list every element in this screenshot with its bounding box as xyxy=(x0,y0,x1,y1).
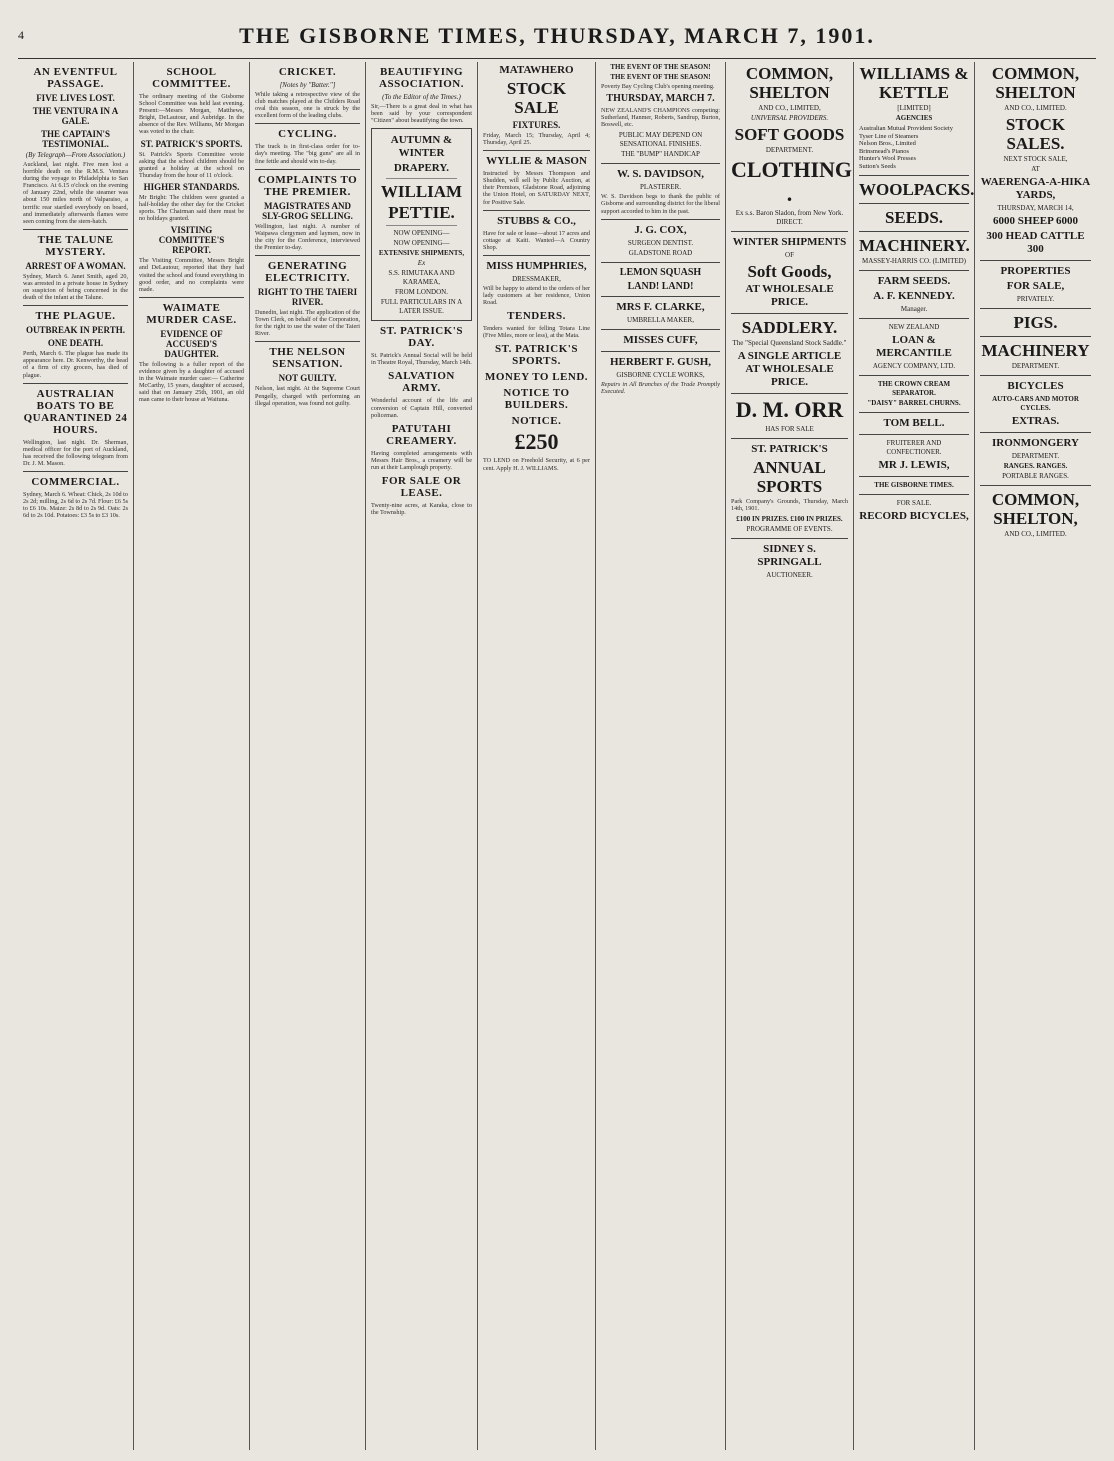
ad-heading: COMMON, SHELTON xyxy=(745,64,834,102)
ad-text: NOW OPENING— xyxy=(393,239,450,248)
headline: AUSTRALIAN BOATS TO BE QUARANTINED 24 HOURS. xyxy=(23,387,128,436)
divider xyxy=(859,270,969,271)
article-body: The track is in first-class order for to-day's meeting. The "big guns" are all in fine fettle and should win to-day. xyxy=(255,143,360,165)
divider xyxy=(255,169,360,170)
article-body: Will be happy to attend to the orders of her lady customers at her residence, Union Road. xyxy=(483,284,590,307)
ad-heading: A. F. KENNEDY. xyxy=(873,289,955,302)
ad-heading: LOAN & MERCANTILE xyxy=(876,333,952,359)
subheadline: THE CAPTAIN'S TESTIMONIAL. xyxy=(40,129,111,149)
ad-text: "DAISY" BARREL CHURNS. xyxy=(867,398,961,407)
ad-amount: £250 xyxy=(514,429,559,455)
ad-heading: SEEDS. xyxy=(884,207,944,227)
article-body: The following is a fuller report of the evidence given by a daughter of accused in the Waimate murder case:— Catherine McCarthy, 15 years, daughter of accused, said that on January 25th, 1901, an old man came to their house at Waituna. xyxy=(139,360,244,404)
ad-heading: AUTUMN & WINTER xyxy=(390,134,453,160)
ad-text: EXTENSIVE SHIPMENTS, xyxy=(378,249,465,258)
ad-heading: WILLIAMS & KETTLE xyxy=(859,64,969,102)
headline: NOTICE TO BUILDERS. xyxy=(503,387,570,412)
headline: TENDERS. xyxy=(507,310,566,323)
subheadline: VISITING COMMITTEE'S REPORT. xyxy=(158,225,225,256)
ad-text: NOW OPENING— xyxy=(393,229,450,238)
ad-text: AND CO., LIMITED. xyxy=(1004,104,1067,112)
ad-heading: J. G. COX, xyxy=(634,223,687,236)
ad-heading: A SINGLE ARTICLE AT WHOLESALE PRICE. xyxy=(737,350,842,388)
subheadline: OUTBREAK IN PERTH. xyxy=(26,325,125,336)
headline: THE PLAGUE. xyxy=(35,310,116,323)
byline: (By Telegraph—From Association.) xyxy=(25,151,126,159)
column-3 xyxy=(250,62,366,1450)
list-item: Brinsmead's Pianos xyxy=(859,147,909,155)
divider xyxy=(23,383,128,384)
column-4 xyxy=(366,62,478,1450)
ad-text: SURGEON DENTIST. xyxy=(627,238,694,247)
divider xyxy=(483,210,590,211)
article-body: NEW ZEALAND'S CHAMPIONS competing: Sutherland, Hanmer, Roberts, Sandrup, Burton, Boswell, etc. xyxy=(601,107,720,129)
divider xyxy=(859,175,969,176)
article-body: Poverty Bay Cycling Club's opening meeting. xyxy=(601,83,715,90)
article-body: Repairs in All Branches of the Trade Promptly Executed. xyxy=(601,380,720,395)
ad-heading: SOFT GOODS xyxy=(734,125,845,144)
divider xyxy=(23,305,128,306)
headline: FOR SALE OR LEASE. xyxy=(381,475,462,500)
headline: GENERATING ELECTRICITY. xyxy=(265,260,350,285)
headline: SALVATION ARMY. xyxy=(388,370,455,395)
article-body: W. S. Davidson begs to thank the public of Gisborne and surrounding district for the liberal support accorded to him in the past. xyxy=(601,193,720,215)
ad-heading: CLOTHING . xyxy=(731,157,853,206)
ad-text: S.S. RIMUTAKA AND KARAMEA, xyxy=(388,269,455,287)
divider xyxy=(980,336,1091,337)
ad-text: UMBRELLA MAKER, xyxy=(627,315,694,324)
page-number: 4 xyxy=(18,28,24,42)
subheadline: ST. PATRICK'S SPORTS. xyxy=(140,138,243,149)
ad-text: THE CROWN CREAM SEPARATOR. xyxy=(877,379,951,397)
ad-heading: MRS F. CLARKE, xyxy=(616,300,705,313)
byline: [Notes by "Batter."] xyxy=(279,81,336,89)
list-item: Sutton's Seeds xyxy=(859,162,896,170)
ad-heading: MACHINERY. xyxy=(859,235,970,255)
ad-heading: TOM BELL. xyxy=(883,416,945,429)
divider xyxy=(731,538,848,539)
subheadline: ONE DEATH. xyxy=(47,338,104,349)
divider xyxy=(859,203,969,204)
ad-heading: IRONMONGERY xyxy=(991,437,1079,449)
subheadline: FIXTURES. xyxy=(512,120,561,130)
article-body: The ordinary meeting of the Gisborne School Committee was held last evening. Present:—Messrs Morgan, Matthews, Bright, DeLautour, and Aubridge. In the absence of the Rev. Williams, Mr Morgan was voted to the chair. xyxy=(139,93,244,136)
subheadline: MAGISTRATES AND SLY-GROG SELLING. xyxy=(262,200,353,221)
ad-text: THE GISBORNE TIMES. xyxy=(874,480,954,489)
headline: CRICKET. xyxy=(278,66,337,78)
article-body: Nelson, last night. At the Supreme Court Pengelly, charged with performing an illegal operation, was found not guilty. xyxy=(255,385,360,407)
divider xyxy=(601,329,720,330)
ad-name: WILLIAM xyxy=(380,182,463,202)
ad-text: UNIVERSAL PROVIDERS. xyxy=(750,114,829,122)
ad-heading: W. S. DAVIDSON, xyxy=(616,168,705,181)
ad-text: FULL PARTICULARS IN A LATER ISSUE. xyxy=(380,298,463,316)
subheadline: ARREST OF A WOMAN. xyxy=(25,260,126,271)
ad-heading: MATAWHERO xyxy=(499,64,574,76)
ad-text: PUBLIC MAY DEPEND ON SENSATIONAL FINISHES. xyxy=(618,131,703,149)
headline: COMPLAINTS TO THE PREMIER. xyxy=(257,173,358,198)
ad-heading: WAERENGA-A-HIKA YARDS, xyxy=(980,176,1091,201)
subheadline: FIVE LIVES LOST. xyxy=(36,93,115,103)
article-body: St. Patrick's Annual Social will be held in Theatre Royal, Thursday, March 14th. xyxy=(371,352,472,367)
ad-heading: MISSES CUFF, xyxy=(623,333,698,346)
headline: BEAUTIFYING ASSOCIATION. xyxy=(379,66,464,90)
headline: WAIMATE MURDER CASE. xyxy=(146,301,237,326)
article-body: Wellington, last night. Dr. Sherman, medical officer for the port of Auckland, has received the following telegram from Dr. J. M. Mason. xyxy=(23,438,128,467)
ad-text: Ex xyxy=(417,259,426,268)
ad-heading: MISS HUMPHRIES, xyxy=(486,259,587,272)
divider xyxy=(386,225,457,226)
ad-text: MASSEY-HARRIS CO. (LIMITED) xyxy=(861,256,967,265)
ad-heading: SIDNEY S. SPRINGALL xyxy=(757,543,822,569)
headline: ST. PATRICK'S DAY. xyxy=(380,325,463,350)
divider xyxy=(731,438,848,439)
ad-text: DEPARTMENT. xyxy=(1011,452,1060,460)
ad-heading: THE EVENT OF THE SEASON! xyxy=(610,63,711,71)
article-body: Friday, March 15; Thursday, April 4; Thursday, April 25. xyxy=(483,132,590,147)
divider xyxy=(23,229,128,230)
headline: COMMERCIAL. xyxy=(31,475,120,488)
ad-text: GLADSTONE ROAD xyxy=(628,248,693,257)
ad-heading: HERBERT F. GUSH, xyxy=(609,355,712,368)
ad-text: THURSDAY, MARCH 7. xyxy=(606,93,715,105)
ad-text: THE "BUMP" HANDICAP xyxy=(621,150,700,159)
list-item: Hunter's Wool Presses xyxy=(859,155,916,163)
ad-heading: EXTRAS. xyxy=(1011,415,1060,427)
ad-heading: COMMON, SHELTON xyxy=(991,64,1080,102)
ad-text: RANGES. RANGES. xyxy=(1003,462,1068,470)
ad-text: THURSDAY, MARCH 14, xyxy=(997,204,1074,212)
article-body: Perth, March 6. The plague has made its appearance here. Dr. Kenworthy, the head of a firm of city grocers, has died of plague. xyxy=(23,350,128,379)
ad-text: AUCTIONEER. xyxy=(766,571,813,580)
ad-heading: 300 HEAD CATTLE 300 xyxy=(986,230,1085,255)
divider xyxy=(731,313,848,314)
newspaper-title: THE GISBORNE TIMES, THURSDAY, MARCH 7, 1901. xyxy=(239,23,875,48)
divider xyxy=(980,308,1091,309)
ad-text: Manager. xyxy=(900,304,928,313)
headline: MONEY TO LEND. xyxy=(484,371,589,384)
ad-text: FROM LONDON. xyxy=(395,288,448,297)
ad-heading: LAND! LAND! xyxy=(627,280,694,292)
divider xyxy=(980,485,1091,486)
divider xyxy=(731,393,848,394)
headline: THE NELSON SENSATION. xyxy=(269,346,346,371)
divider xyxy=(483,150,590,151)
ad-text: GISBORNE CYCLE WORKS, xyxy=(616,370,705,379)
ad-heading: RECORD BICYCLES, xyxy=(859,509,969,522)
ad-heading: DRAPERY. xyxy=(393,162,450,175)
ad-heading: THE EVENT OF THE SEASON! xyxy=(610,73,711,81)
ad-heading: WINTER SHIPMENTS xyxy=(732,236,847,248)
agencies-list xyxy=(859,125,969,171)
divider xyxy=(255,123,360,124)
byline: (To the Editor of the Times.) xyxy=(382,93,461,101)
divider xyxy=(23,471,128,472)
divider xyxy=(601,163,720,164)
columns xyxy=(18,62,1096,1450)
subheadline: THE VENTURA IN A GALE. xyxy=(32,106,119,126)
ad-heading: STOCK SALE xyxy=(506,79,567,117)
headline: PATUTAHI CREAMERY. xyxy=(386,422,457,447)
ad-heading: STOCK SALES. xyxy=(1005,115,1066,153)
article-body: Dunedin, last night. The application of the Town Clerk, on behalf of the Corporation, for the right to use the water of the Taieri River. xyxy=(255,309,360,338)
ad-heading: MACHINERY xyxy=(981,341,1090,360)
divider xyxy=(980,375,1091,376)
ad-text: DEPARTMENT. xyxy=(765,146,814,154)
ad-heading: LEMON SQUASH xyxy=(619,266,702,278)
divider xyxy=(980,432,1091,433)
subheadline: HIGHER STANDARDS. xyxy=(143,181,240,192)
divider xyxy=(483,255,590,256)
ad-text: NEW ZEALAND xyxy=(888,322,940,331)
list-item: Tyser Line of Steamers xyxy=(859,132,919,140)
ad-heading: D. M. ORR xyxy=(735,397,844,422)
column-6 xyxy=(596,62,726,1450)
divider xyxy=(139,297,244,298)
divider xyxy=(601,219,720,220)
column-9 xyxy=(975,62,1096,1450)
ad-text: AT xyxy=(1031,165,1040,173)
divider xyxy=(601,262,720,263)
subheadline: RIGHT TO THE TAIERI RIVER. xyxy=(257,287,358,308)
ad-text: HAS FOR SALE xyxy=(765,425,814,433)
article-body: Having completed arrangements with Messrs Hair Bros., a creamery will be run at their Lamplough property. xyxy=(371,449,472,471)
divider xyxy=(859,318,969,319)
ad-heading: Soft Goods, xyxy=(747,262,832,281)
ad-text: Ex s.s. Baron Sladon, from New York. DIRECT. xyxy=(735,209,844,226)
ad-text: NEXT STOCK SALE, xyxy=(1003,155,1068,163)
ad-text: £100 IN PRIZES. £100 IN PRIZES. xyxy=(736,515,843,524)
article-body: Wellington, last night. A number of Waipawa clergymen and laymen, now in the city for the Conference, interviewed the Premier to-day. xyxy=(255,222,360,251)
divider xyxy=(859,476,969,477)
ad-heading: WYLLIE & MASON xyxy=(486,155,587,168)
divider xyxy=(386,178,457,179)
ad-name: PETTIE. xyxy=(388,203,455,223)
ad-text: PLASTERER. xyxy=(639,183,682,192)
headline: SCHOOL COMMITTEE. xyxy=(152,66,231,90)
headline: THE TALUNE MYSTERY. xyxy=(37,233,114,258)
ad-heading: FARM SEEDS. xyxy=(877,274,951,287)
ad-text: AGENCY COMPANY, LTD. xyxy=(872,361,956,370)
ad-text: AUTO-CARS AND MOTOR CYCLES. xyxy=(992,395,1079,412)
column-8 xyxy=(854,62,975,1450)
ad-heading: AT WHOLESALE PRICE. xyxy=(745,283,834,308)
ad-heading: ST. PATRICK'S xyxy=(751,443,828,455)
article-body: Wonderful account of the life and conversion of Captain Hill, converted policeman. xyxy=(371,397,472,419)
article-body: Have for sale or lease—about 17 acres and cottage at Kaiti. Wanted—A Country Shop. xyxy=(483,229,590,251)
ad-text: AGENCIES xyxy=(895,114,933,122)
ad-text: PROGRAMME OF EVENTS. xyxy=(746,525,833,534)
ad-heading: 6000 SHEEP 6000 xyxy=(993,215,1078,227)
ad-heading: ANNUAL SPORTS xyxy=(753,458,826,496)
ad-text: PORTABLE RANGES. xyxy=(1002,472,1069,480)
ad-text: DRESSMAKER, xyxy=(512,274,561,283)
headline: ST. PATRICK'S SPORTS. xyxy=(495,343,578,368)
ad-text: OF xyxy=(785,251,794,259)
divider xyxy=(601,296,720,297)
divider xyxy=(859,412,969,413)
subheadline: EVIDENCE OF ACCUSED'S DAUGHTER. xyxy=(160,328,223,359)
article-body: Mr Bright: The children were granted a half-holiday the other day for the Cricket sports. The Chairman said there must be no holidays granted. xyxy=(139,193,244,223)
advertisement-pettie xyxy=(371,128,472,321)
ad-text: FOR SALE. xyxy=(896,498,932,507)
divider xyxy=(859,494,969,495)
column-1 xyxy=(18,62,134,1450)
ad-heading: STUBBS & CO., xyxy=(497,214,576,227)
headline: CYCLING. xyxy=(278,128,337,141)
article-body: Sir,—There is a great deal in what has been said by your correspondent "Citizen" about beautifying the town. xyxy=(371,103,472,125)
divider xyxy=(601,351,720,352)
masthead xyxy=(18,14,1096,59)
article-body: Auckland, last night. Five men lost a horrible death on the R.M.S. Ventura during the voyage to Philadelphia to San Francisco. At 6.15 o'clock on the evening of January 22nd, while the steamer was about 150 miles north of Valparaiso, a terrific rear startled everybody on board, and immediately afterwards flames were seen coming from the stern-hatch. xyxy=(23,161,128,225)
article-body: TO LEND on Freehold Security, at 6 per cent. Apply H. J. WILLIAMS. xyxy=(483,457,590,472)
ad-heading: WOOLPACKS. xyxy=(859,179,975,199)
column-7 xyxy=(726,62,854,1450)
divider xyxy=(980,260,1091,261)
divider xyxy=(255,255,360,256)
article-body: Tenders wanted for felling Totara Line (Five Miles, more or less), at the Mata. xyxy=(483,325,590,340)
ad-heading: PIGS. xyxy=(1013,313,1058,332)
divider xyxy=(731,231,848,232)
ad-text: FRUITERER AND CONFECTIONER. xyxy=(886,438,942,456)
column-2 xyxy=(134,62,250,1450)
ad-heading: COMMON, SHELTON, xyxy=(991,490,1080,528)
ad-heading: FOR SALE, xyxy=(1006,280,1065,292)
ad-text: DEPARTMENT. xyxy=(1011,362,1060,370)
divider xyxy=(859,434,969,435)
divider xyxy=(859,231,969,232)
article-body: Instructed by Messrs Thompson and Shudden, will sell by Public Auction, at their Premises, Gladstone Road, adjoining the Union Hotel, on SATURDAY NEXT, for Positive Sale. xyxy=(483,170,590,206)
column-5 xyxy=(478,62,596,1450)
ad-text: [LIMITED] xyxy=(897,104,931,112)
subheadline: NOT GUILTY. xyxy=(278,373,337,384)
list-item: Australian Mutual Provident Society xyxy=(859,125,953,132)
article-body: Park Company's Grounds, Thursday, March 14th, 1901. xyxy=(731,498,848,513)
headline: NOTICE. xyxy=(511,415,562,428)
article-body: The Visiting Committee, Messrs Bright and DeLautour, reported that they had visited the school and found everything in good order, and no complaints were made. xyxy=(139,257,244,293)
ad-text: PRIVATELY. xyxy=(1016,295,1055,303)
ad-heading: SADDLERY. xyxy=(741,318,838,337)
list-item: Nelson Bros., Limited xyxy=(859,140,916,148)
article-body: Sydney, March 6. Janet Smith, aged 20, was arrested in a private house in Sydney on suspicion of being concerned in the death of the infant at the Talune. xyxy=(23,272,128,302)
article-body: St. Patrick's Sports Committee wrote asking that the school children should be granted a holiday at the school on Thursday from the hour of 11 o'clock. xyxy=(139,150,244,179)
ad-heading: PROPERTIES xyxy=(1000,265,1071,277)
article-body: While taking a retrospective view of the club matches played at the Childers Road oval this season, one is struck by the excellent form of the leading clubs. xyxy=(255,91,360,120)
divider xyxy=(859,375,969,376)
article-body: Sydney, March 6. Wheat: Chick, 2s 10d to 2s 2d; milling, 2s 6d to 2s 7d. Flour: £6 5s to £6 10s. Maize: 2s 8d to 2s 9d. Oats: 2s 6d to 2s 10d. Potatoes: £3 5s to £3 10s. xyxy=(23,490,128,520)
ad-text: The "Special Queensland Stock Saddle." xyxy=(732,339,847,347)
ad-heading: MR J. LEWIS, xyxy=(878,458,950,471)
headline: AN EVENTFUL PASSAGE. xyxy=(33,66,118,90)
article-body: Twenty-nine acres, at Karaka, close to the Township. xyxy=(371,502,472,517)
divider xyxy=(255,341,360,342)
ad-text: AND CO., LIMITED. xyxy=(1004,530,1067,538)
ad-heading: BICYCLES xyxy=(1007,380,1064,392)
ad-text: AND CO., LIMITED, xyxy=(758,104,821,112)
